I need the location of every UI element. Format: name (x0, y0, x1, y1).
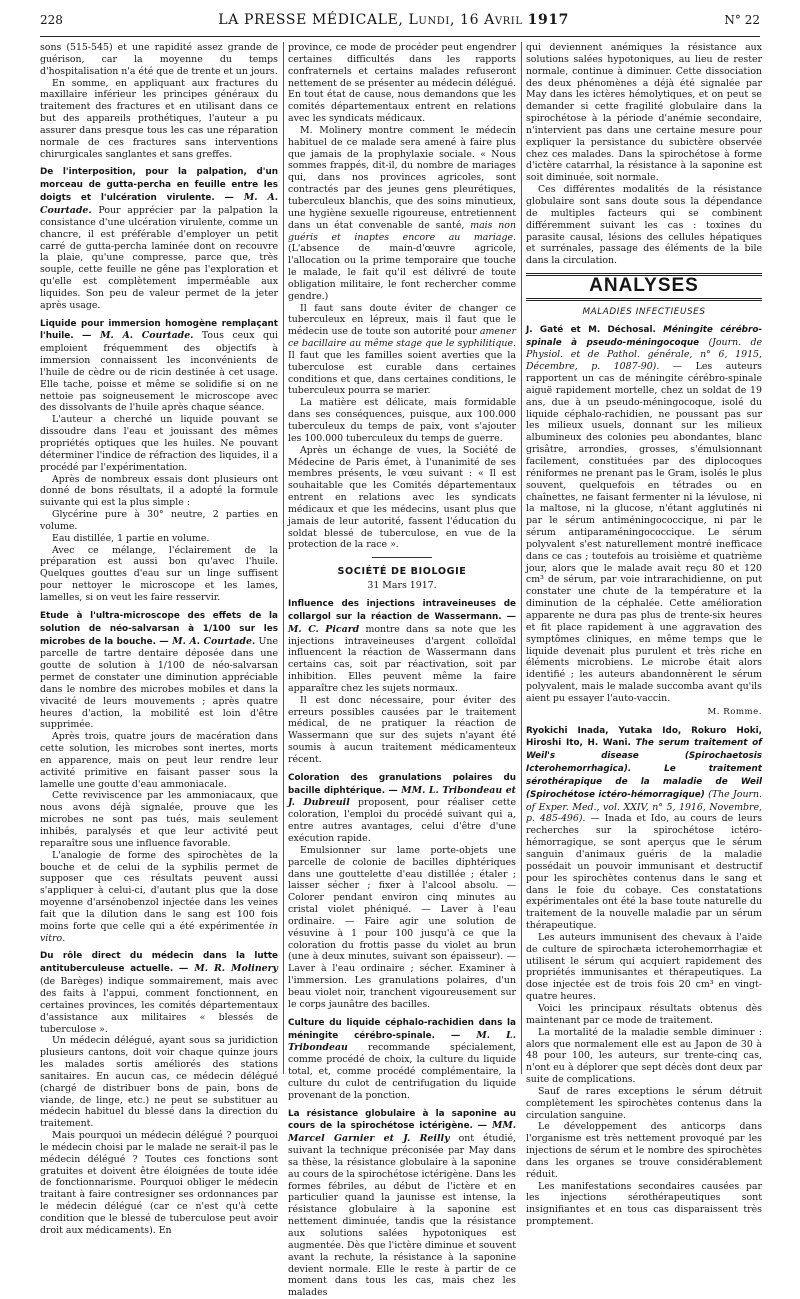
article-author: — MM. Marcel Garnier et J. Reilly (288, 1120, 516, 1145)
article-title: Liquide pour immersion homogène remplaçant l'huile. (40, 318, 278, 342)
paragraph: Avec ce mélange, l'éclairement de la préparation est aussi bon qu'avec l'huile. Quelques gouttes d'eau sur un linge suffisent pour nettoyer le microscope et les lames, lamelles, si on veut les faire resservir. (40, 544, 278, 603)
article-author: — MM. L. Tribondeau et J. Dubreuil (288, 784, 516, 809)
journal-date: Lundi, 16 Avril (408, 12, 523, 28)
article-author: — M. A. Courtade. (159, 635, 256, 647)
analysis-text: — Inada et Ido, au cours de leurs recherches sur la spirochétose ictéro-hémorragique, se sont aperçus que le sérum sanguin d'animaux guéris de la maladie possédait un pouvoir immunisant et destructif pour les spirochètes contenus dans le sang et dans le foie du cobaye. Ces constatations expérimentales ont été la base toute naturelle du traitement de la nouvelle maladie par un sérum thérapeutique. (526, 813, 763, 932)
paragraph: En somme, en appliquant aux fractures du maxillaire inférieur les principes généraux du traitement des fractures et en utilisant dans ce but des appareils prothétiques, l'auteur a pu assurer dans presque tous les cas une réparation normale de ces fractures sans interventions chirurgicales sanglantes et sans greffes. (40, 77, 278, 160)
signature: M. Romme. (707, 706, 762, 717)
analyses-heading: ANALYSES (589, 275, 699, 297)
article-text: (de Barèges) indique sommairement, mais avec des faits à l'appui, comment fonctionnent, en certaines provinces, les comités départementaux d'assistance aux militaires « blessés de tuberculose ». (40, 976, 278, 1035)
analysis-meningitis (526, 324, 762, 705)
paragraph: Cette reviviscence par les ammoniacaux, que nous avons déjà signalée, prouve que les microbes ne sont pas tués, mais seulement inhibés, paralysés et que leur activité peut reparaître sous une influence favorable. (40, 790, 278, 849)
journal-name: LA PRESSE MÉDICALE, (218, 12, 404, 28)
paragraph: sons (515-545) et une rapidité assez grande de guérison, car la moyenne du temps d'hospitalisation n'a été que de trente et un jours. (40, 42, 278, 77)
paragraph: Après de nombreux essais dont plusieurs ont donné de bons résultats, il a adopté la formule suivante qui est la plus simple : (40, 473, 278, 509)
paragraph: L'analogie de forme des spirochètes de la bouche et de celui de la syphilis permet de supposer que ces résultats peuvent aussi s'appliquer à celui-ci, d'autant plus que la dose moyenne d'arsénobenzol injectée dans les veines fait que la dilution dans le sang est 100 fois moins forte que celle qui a été expérimentée in vitro. (40, 849, 278, 944)
column-rule (283, 42, 284, 1074)
paragraph-text: L'analogie de forme des spirochètes de la bouche et de celui de la syphilis permet de supposer que ces résultats peuvent aussi s'appliquer à celui-ci, d'autant plus que la dose moyenne d'arsénobenzol injectée dans les veines fait que la dilution dans le sang est 100 fois moins forte que celle qui a été expérimentée (40, 849, 278, 932)
paragraph: La mortalité de la maladie semble diminuer : alors que normalement elle est au Japon de 30 à 48 pour 100, les auteurs, sur trente-cinq cas, n'ont eu à déplorer que sept décès dont deux par suite de complications. (526, 1026, 762, 1086)
article-title: Du rôle direct du médecin dans la lutte antituberculeuse actuelle. (40, 951, 278, 975)
article-author: — M. A. Courtade. (40, 192, 278, 216)
article-text: ont étudié, suivant la technique préconisée par May dans sa thèse, la résistance globulaire à la saponine au cours de la spirochétose ictérigène. Dans les formes fébriles, au début de l'ictère et en particulier quand la jaunisse est intense, la résistance globulaire à la saponine est nettement diminuée, tandis que la résistance aux solutions salées hypotoniques est augmentée. Dès que l'ictère diminue et souvent avant la rechute, la résistance à la saponine devient normale. Elle le reste à partir de ce moment dans tous les cas, mais chez les malades (288, 1133, 516, 1299)
paragraph (288, 303, 516, 398)
paragraph: Sauf de rares exceptions le sérum détruit complètement les spirochètes contenus dans la circulation sanguine. (526, 1085, 762, 1121)
article-gutta-percha (40, 166, 278, 311)
article-csf-culture (288, 1017, 516, 1102)
article-text: Tous ceux qui emploient fréquemment des objectifs à immersion connaissent les inconvénients de l'huile de cèdre ou de ricin destinée à cet usage. Elle tache, poisse et même se solidifie si on ne nettoie pas soigneusement le microscope avec des dissolvants de l'huile après chaque séance. (40, 330, 278, 414)
paragraph (288, 125, 516, 303)
article-title: Influence des injections intraveineuses de collargol sur la réaction de Wassermann. (288, 598, 516, 622)
article-author: — M. R. Molinery (178, 963, 278, 975)
article-title: Coloration des granulations polaires du bacille diphtérique. (288, 772, 516, 796)
article-title: De l'interposition, pour la palpation, d'un morceau de gutta-percha en feuille entre les doigts et l'ulcération virulente. (40, 167, 278, 204)
paragraph: Un médecin délégué, ayant sous sa juridiction plusieurs cantons, doit voir chaque quinze jours les malades sortis améliorés des stations sanitaires. En aucun cas, ce médecin délégué (chargé de distribuer bons de pain, bons de viande, de linge, etc.) ne peut se substituer au médecin habituel du blessé dans la direction du traitement. (40, 1035, 278, 1130)
paragraph-text: . Il faut que les familles soient averties que la tuberculose est curable dans certaines conditions et que, dans certaines conditions, le tuberculeux pourra se marier. (288, 338, 516, 397)
analysis-authors: J. Gaté et M. Déchosal. (526, 324, 656, 335)
column-rule (521, 42, 522, 1074)
analysis-title: The serum traitement of Weil's disease (Spirochaetosis Icterohemorrhagica). Le traitement sérothérapique de la maladie de Weil (Spirochétose ictéro-hémorragique) (526, 738, 762, 800)
article-author: — M. L. Tribondeau (288, 1029, 516, 1054)
paragraph: Voici les principaux résultats obtenus dès maintenant par ce mode de traitement. (526, 1002, 762, 1026)
article-diphtheria-coloration (288, 772, 516, 845)
article-text: montre dans sa note que les injections intraveineuses d'argent colloïdal influencent la réaction de Wassermann dans certains cas, soit par réactivation, soit par inhibition. Elles peuvent même la faire apparaître chez les sujets normaux. (288, 623, 516, 694)
paragraph-text: M. Molinery montre comment le médecin habituel de ce malade sera amené à faire plus que jamais de la prophylaxie sociale. « Nous sommes frappés, dit-il, du nombre de mariages qui, dans nos provinces agricoles, sont contractés par des jeunes gens pleurétiques, tuberculeux blanchis, que des soins minutieux, une hygiène sexuelle rigoureuse, entretiennent dans un état convenable de santé, (288, 124, 516, 231)
formula-line: Glycérine pure à 30° neutre, 2 parties en volume. (40, 509, 278, 532)
article-text: recommande spécialement, comme procédé de choix, la culture du liquide total, et, comme procédé complémentaire, la culture du culot de centrifugation du liquide provenant de la ponction. (288, 1042, 516, 1101)
article-neo-salvarsan (40, 610, 278, 731)
rubric-title: MALADIES INFECTIEUSES (582, 306, 706, 317)
paragraph: qui deviennent anémiques la résistance aux solutions salées hypotoniques, au lieu de rester normale, continue à diminuer. Cette dissociation des deux phénomènes a déjà été signalée par May dans les ictères hémolytiques, et on peut se demander si cette fragilité globulaire dans la spirochétose à la période d'anémie secondaire, n'intervient pas dans une certaine mesure pour expliquer la persistance du subictère observée chez ces malades. Dans la spirochétose à forme d'ictère catarrhal, la résistance à la saponine est soit diminuée, soit normale. (526, 42, 762, 184)
journal-title (218, 12, 569, 28)
paragraph: Ces différentes modalités de la résistance globulaire sont sans doute sous la dépendance de multiples facteurs qui se combinent différemment suivant les cas : toxines du parasite causal, lésions des cellules hépatiques et surrénales, passage des éléments de la bile dans la circulation. (526, 184, 762, 267)
article-saponin-resistance (288, 1108, 516, 1299)
paragraph: Mais pourquoi un médecin délégué ? pourquoi le médecin choisi par le malade ne serait-il pas le médecin délégué ? Toutes ces fonctions sont gratuites et doivent être éloignées de toute idée de fonctionnarisme. Pourquoi obliger le médecin traitant à faire contresigner ses ordonnances par le médecin délégué (car ce n'est qu'à cette condition que le blessé de tuberculose peut avoir droit aux médicaments). En (40, 1130, 278, 1236)
section-rule (526, 298, 762, 301)
emphasis: amener ce bacillaire au même stage que le syphilitique (288, 326, 516, 350)
paragraph: Après un échange de vues, la Société de Médecine de Paris émet, à l'unanimité de ses membres présents, le vœu suivant : « Il est souhaitable que les Comités départementaux entrent en relations avec les syndicats médicaux et que les médecins, usant plus que jamais de leur autorité, fassent l'éducation du soldat blessé de tuberculose, en vue de la protection de la race ». (288, 444, 516, 551)
analysis-weil-disease (526, 725, 762, 932)
analysis-authors: Ryokichi Inada, Yutaka Ido, Rokuro Hoki, Hiroshi Ito, H. Wani. (526, 725, 762, 749)
article-immersion-liquid (40, 318, 278, 415)
paragraph: Il est donc nécessaire, pour éviter des erreurs possibles causées par le traitement médical, de ne pratiquer la réaction de Wassermann que sur des sujets n'ayant été soumis à aucun traitement médicamenteux récent. (288, 694, 516, 765)
article-antituberculosis (40, 950, 278, 1035)
column-2 (288, 42, 516, 1299)
paragraph: Après trois, quatre jours de macération dans cette solution, les microbes sont inertes, morts en apparence, mais on peut leur rendre leur activité primitive en faisant passer sous la lamelle une goutte d'eau ammoniacale. (40, 731, 278, 790)
analysis-text: — Les auteurs rapportent un cas de méningite cérébro-spinale aiguë rapidement mortelle, chez un soldat de 19 ans, due à un pseudo-méningocoque, isolé du liquide céphalo-rachidien, ne poussant pas sur les milieux usuels, donnant sur les milieux albumineux des colonies peu abondantes, blanc grisâtre, arrondies, grosses, s'émulsionnant facilement, constituées par des diplocoques réniformes ne prenant pas le Gram, isolés le plus souvent, quelquefois en tétrades ou en chaînettes, ne faisant fermenter ni la lévulose, ni la maltose, ni la glucose, n'étant agglutinés ni par le sérum antiméningococcique, ni par le sérum antiparaméningococcique. Le sérum polyvalent s'est naturellement montré inefficace dans ce cas ; toutefois au troisième et quatrième jour, alors que le malade avait reçu 80 et 120 cm³ de sérum, par voie intrarachidienne, on put constater une chute de la température et la diminution de la céphalée. Cette amélioration apparente ne dura pas plus de trente-six heures et fit place rapidement à une aggravation des symptômes cliniques, en même temps que le liquide devenait plus purulent et très riche en éléments microbiens. Le microbe était alors identifié ; les auteurs abandonnèrent le sérum polyvalent, mais le malade succomba avant qu'ils aient pu essayer l'auto-vaccin. (526, 361, 762, 704)
paragraph: L'auteur a cherché un liquide pouvant se dissoudre dans l'eau et jouissant des mêmes propriétés optiques que les huiles. Ne pouvant déterminer l'indice de réfraction des liquides, il a procédé par l'expérimentation. (40, 414, 278, 473)
journal-year: 1917 (527, 12, 570, 28)
in-vitro-term: in vitro (40, 920, 278, 944)
article-text: Pour apprécier par la palpation la consistance d'une ulcération virulente, comme un chancre, il est préférable d'employer un petit carré de gutta-percha laminée dont on recouvre la plaie, qu'une compresse, parce que, très souple, cette feuille ne gêne pas l'exploration et qu'elle est complètement imperméable aux liquides. Son peu de valeur permet de la jeter après usage. (40, 204, 278, 311)
article-text: Une parcelle de tartre dentaire déposée dans une goutte de solution à 1/100 de néo-salvarsan permet de constater une diminution appréciable dans le nombre des microbes mobiles et dans la vivacité de leurs mouvements ; après quatre heures d'action, la mobilité est loin d'être supprimée. (40, 635, 279, 731)
running-head (40, 12, 760, 37)
section-separator (372, 557, 432, 558)
article-author: — M. C. Picard (288, 610, 516, 635)
paragraph: Le développement des anticorps dans l'organisme est très nettement provoqué par les injections de sérum et le nombre des spirochètes dans les organes se trouve considérablement réduit. (526, 1121, 762, 1180)
article-title: Etude à l'ultra-microscope des effets de la solution de néo-salvarsan à 1/100 sur les microbes de la bouche. (40, 610, 278, 647)
paragraph: La matière est délicate, mais formidable dans ses conséquences, puisque, aux 100.000 tuberculeux du temps de paix, vont s'ajouter les 100.000 tuberculeux du temps de guerre. (288, 397, 516, 444)
paragraph-text: Il faut sans doute éviter de changer ce tuberculeux en lépreux, mais il faut que le médecin use de toute son autorité pour (288, 302, 516, 338)
column-1 (40, 42, 279, 1236)
page-number: 228 (40, 13, 63, 27)
column-3 (526, 42, 763, 1228)
section-title: SOCIÉTÉ DE BIOLOGIE (337, 566, 467, 578)
session-date: 31 Mars 1917. (367, 580, 437, 592)
analysis-reference: (Journ. de Physiol. et de Pathol. générale, n° 6, 1915, Décembre, p. 1087-90). (526, 336, 763, 373)
article-title: La résistance globulaire à la saponine au cours de la spirochétose ictérigène. (288, 1108, 516, 1132)
article-author: — M. A. Courtade. (82, 330, 194, 342)
emphasis: mais non guéris et inaptes encore au mariage (288, 219, 516, 243)
paragraph: Les auteurs immunisent des chevaux à l'aide de culture de spirochæta icterohemorrhagiæ et utilisent le sérum qui acquiert rapidement des propriétés immunisantes et thérapeutiques. La dose injectée est de trois fois 20 cm³ en vingt-quatre heures. (526, 931, 762, 1003)
article-collargol (288, 598, 516, 695)
issue-number: N° 22 (724, 13, 760, 27)
paragraph-text: . (L'absence de main-d'œuvre agricole, l'allocation ou la prime temporaire que touche le malade, le fait qu'il est délivré de toute obligation militaire, le font rechercher comme gendre.) (288, 231, 516, 302)
paragraph: Les manifestations secondaires causées par les injections sérothérapeutiques sont insignifiantes et en tous cas disparaissent très promptement. (526, 1180, 762, 1228)
analysis-reference: (The Journ. of Exper. Med., vol. XXIV, n° 5, 1916, Novembre, p. 485-496). (526, 788, 762, 825)
paragraph: Emulsionner sur lame porte-objets une parcelle de colonie de bacilles diphtériques dans une gouttelette d'eau distillée ; étaler ; laisser sécher ; fixer à l'alcool absolu. — Colorer pendant environ cinq minutes au cristal violet phéniqué. — Laver à l'eau ordinaire. — Faire agir une solution de vésuvine à 1 pour 100 jusqu'à ce que la coloration du frottis passe du violet au brun (une à deux minutes, suivant son épaisseur). — Laver à l'eau ordinaire ; sécher. Examiner à l'immersion. Les granulations polaires, d'un beau violet noir, tranchent vigoureusement sur le corps jaunâtre des bacilles. (288, 844, 516, 1010)
analysis-title: Méningite cérébro-spinale à pseudo-méningocoque (526, 324, 763, 348)
formula-line: Eau distillée, 1 partie en volume. (52, 532, 210, 544)
article-text: proposent, pour réaliser cette coloration, l'emploi du procédé suivant qui a, entre autres avantages, celui d'être d'une exécution rapide. (288, 797, 516, 844)
paragraph: province, ce mode de procéder peut engendrer certaines difficultés dans les rapports confraternels et certains malades refuseront nettement de se présenter au médecin délégué. En tout état de cause, nous demandons que les comités départementaux entrent en relations avec les syndicats médicaux. (288, 42, 516, 125)
article-title: Culture du liquide céphalo-rachidien dans la méningite cérébro-spinale. (288, 1017, 516, 1041)
